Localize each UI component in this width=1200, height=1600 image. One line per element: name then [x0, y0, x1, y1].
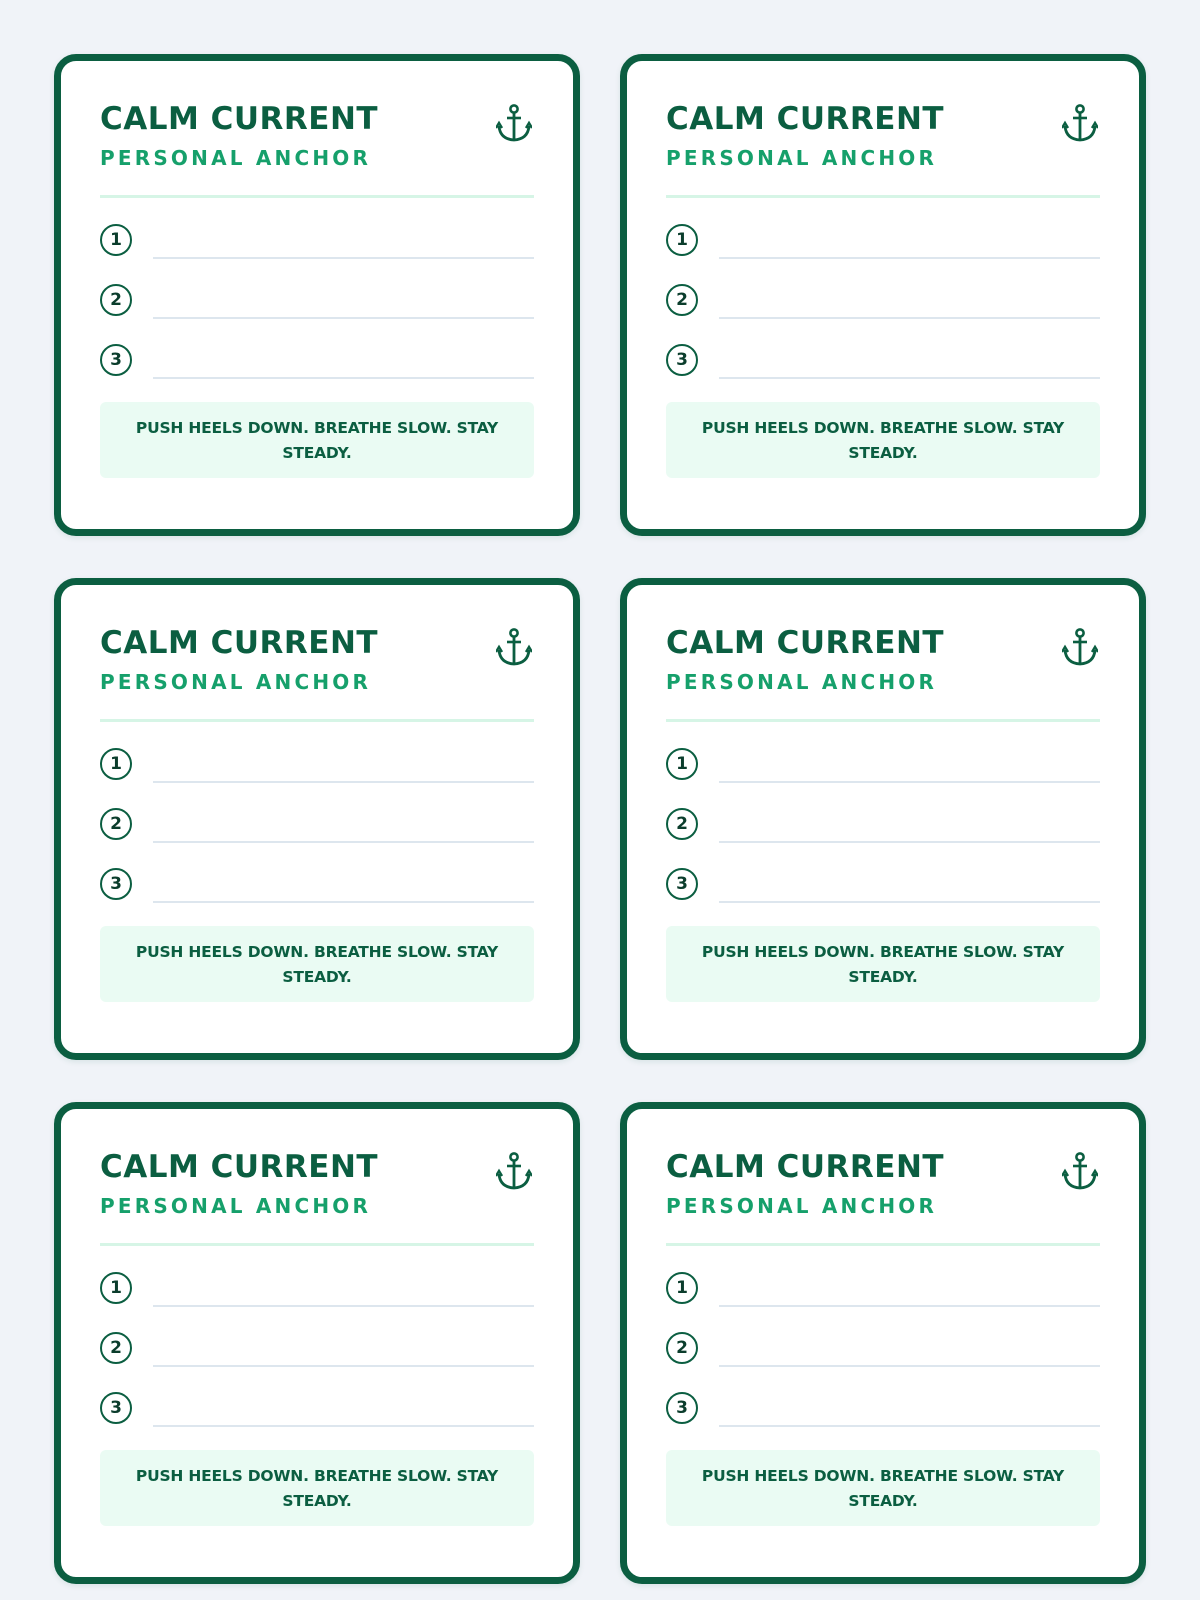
- card-footer: PUSH HEELS DOWN. BREATHE SLOW. STAY STEADY.: [666, 1450, 1100, 1526]
- card-footer: PUSH HEELS DOWN. BREATHE SLOW. STAY STEADY.: [100, 402, 534, 478]
- write-lines: [100, 748, 534, 900]
- number-badge: 1: [100, 1272, 132, 1304]
- write-row: [666, 344, 1100, 376]
- card-title: CALM CURRENT: [666, 625, 945, 661]
- write-line[interactable]: [719, 1349, 1100, 1367]
- write-row: [666, 1332, 1100, 1364]
- write-lines: [666, 1272, 1100, 1424]
- number-badge: 2: [100, 284, 132, 316]
- write-row: [100, 1332, 534, 1364]
- write-row: [666, 284, 1100, 316]
- number-badge: 2: [100, 1332, 132, 1364]
- divider: [666, 719, 1100, 722]
- divider: [666, 195, 1100, 198]
- divider: [100, 195, 534, 198]
- write-line[interactable]: [719, 825, 1100, 843]
- write-row: [666, 868, 1100, 900]
- write-lines: [100, 1272, 534, 1424]
- write-row: [100, 808, 534, 840]
- number-badge: 3: [100, 868, 132, 900]
- number-badge: 3: [666, 344, 698, 376]
- card-subtitle: PERSONAL ANCHOR: [666, 1194, 938, 1218]
- number-badge: 2: [666, 284, 698, 316]
- write-row: [666, 808, 1100, 840]
- card-title: CALM CURRENT: [666, 101, 945, 137]
- write-row: [100, 748, 534, 780]
- anchor-card: [620, 1102, 1146, 1584]
- write-row: [100, 344, 534, 376]
- number-badge: 1: [666, 748, 698, 780]
- write-line[interactable]: [153, 885, 534, 903]
- write-line[interactable]: [153, 1289, 534, 1307]
- write-row: [666, 748, 1100, 780]
- write-line[interactable]: [153, 301, 534, 319]
- anchor-card: [54, 578, 580, 1060]
- divider: [100, 1243, 534, 1246]
- anchor-card: [54, 1102, 580, 1584]
- card-footer: PUSH HEELS DOWN. BREATHE SLOW. STAY STEADY.: [100, 926, 534, 1002]
- number-badge: 1: [100, 748, 132, 780]
- anchor-card: [620, 54, 1146, 536]
- card-grid: [54, 54, 1146, 1584]
- divider: [666, 1243, 1100, 1246]
- card-footer: PUSH HEELS DOWN. BREATHE SLOW. STAY STEADY.: [100, 1450, 534, 1526]
- write-line[interactable]: [719, 885, 1100, 903]
- card-footer: PUSH HEELS DOWN. BREATHE SLOW. STAY STEADY.: [666, 926, 1100, 1002]
- number-badge: 1: [666, 1272, 698, 1304]
- card-title: CALM CURRENT: [100, 101, 379, 137]
- write-line[interactable]: [153, 1409, 534, 1427]
- write-line[interactable]: [153, 361, 534, 379]
- number-badge: 1: [100, 224, 132, 256]
- write-row: [100, 224, 534, 256]
- write-line[interactable]: [719, 1289, 1100, 1307]
- write-row: [100, 1272, 534, 1304]
- number-badge: 3: [666, 868, 698, 900]
- write-row: [100, 868, 534, 900]
- number-badge: 2: [666, 808, 698, 840]
- write-row: [100, 284, 534, 316]
- card-subtitle: PERSONAL ANCHOR: [666, 670, 938, 694]
- write-line[interactable]: [719, 765, 1100, 783]
- write-line[interactable]: [153, 825, 534, 843]
- card-subtitle: PERSONAL ANCHOR: [666, 146, 938, 170]
- write-line[interactable]: [153, 1349, 534, 1367]
- write-row: [666, 1272, 1100, 1304]
- number-badge: 3: [100, 1392, 132, 1424]
- number-badge: 1: [666, 224, 698, 256]
- write-line[interactable]: [153, 765, 534, 783]
- write-line[interactable]: [719, 361, 1100, 379]
- number-badge: 3: [100, 344, 132, 376]
- divider: [100, 719, 534, 722]
- anchor-card: [54, 54, 580, 536]
- write-row: [666, 1392, 1100, 1424]
- card-subtitle: PERSONAL ANCHOR: [100, 146, 372, 170]
- write-line[interactable]: [719, 241, 1100, 259]
- card-footer: PUSH HEELS DOWN. BREATHE SLOW. STAY STEADY.: [666, 402, 1100, 478]
- card-subtitle: PERSONAL ANCHOR: [100, 670, 372, 694]
- write-lines: [666, 224, 1100, 376]
- anchor-card: [620, 578, 1146, 1060]
- card-subtitle: PERSONAL ANCHOR: [100, 1194, 372, 1218]
- write-lines: [666, 748, 1100, 900]
- number-badge: 2: [666, 1332, 698, 1364]
- number-badge: 3: [666, 1392, 698, 1424]
- card-title: CALM CURRENT: [100, 1149, 379, 1185]
- write-line[interactable]: [719, 301, 1100, 319]
- write-lines: [100, 224, 534, 376]
- card-title: CALM CURRENT: [100, 625, 379, 661]
- write-row: [100, 1392, 534, 1424]
- write-row: [666, 224, 1100, 256]
- write-line[interactable]: [153, 241, 534, 259]
- write-line[interactable]: [719, 1409, 1100, 1427]
- card-title: CALM CURRENT: [666, 1149, 945, 1185]
- number-badge: 2: [100, 808, 132, 840]
